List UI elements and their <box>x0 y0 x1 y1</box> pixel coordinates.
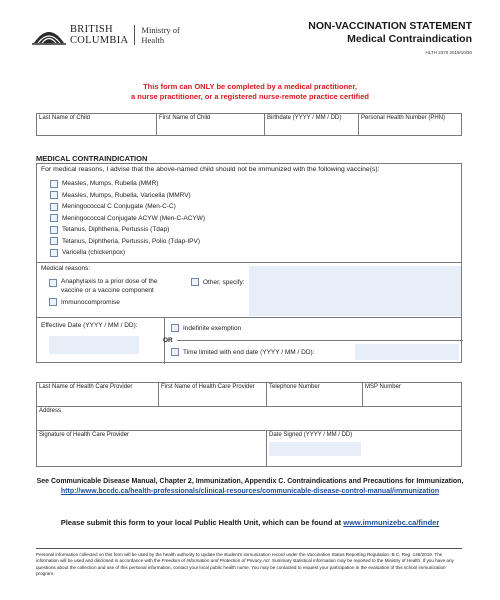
vaccine-checkbox[interactable] <box>50 180 58 188</box>
privacy-text-2: . Summary statistical information may be reported to the Ministry of Health. If you have any questions about the collection and use of this personal information, contact your local public health nurse. You may be contacted to request your participation in the evaluation of this school immunization program. <box>36 558 454 577</box>
notice-line1: This form can ONLY be completed by a medical practitioner, <box>143 82 357 91</box>
title-block <box>308 20 472 55</box>
or-label: OR <box>163 337 173 344</box>
vaccine-checkbox[interactable] <box>50 191 58 199</box>
other-specify-input[interactable] <box>249 266 461 316</box>
form-header <box>32 18 472 70</box>
anaphylaxis-label-line1: Anaphylaxis to a prior dose of the <box>61 278 158 285</box>
reference-link[interactable]: http://www.bccdc.ca/health-professionals/clinical-resources/communicable-disease-control-manual/immunization <box>60 488 440 495</box>
intro-text: For medical reasons, I advise that the above-named child should not be immunized with the following vaccine(s): <box>41 166 380 173</box>
reference-note <box>30 477 470 497</box>
submit-text: Please submit this form to your local Public Health Unit, which can be found at <box>60 518 344 527</box>
vaccine-option[interactable] <box>50 201 205 213</box>
provider-last-name-label: Last Name of Health Care Provider <box>39 384 133 390</box>
anaphylaxis-checkbox[interactable] <box>49 279 57 287</box>
practitioner-notice <box>40 82 460 102</box>
immunizebc-link[interactable]: www.immunizebc.ca/finder <box>343 518 440 527</box>
indefinite-exemption-option[interactable] <box>171 324 241 332</box>
vaccine-label: Meningococcal C Conjugate (Men-C-C) <box>62 203 176 211</box>
contraindication-section <box>36 163 462 363</box>
vaccine-option[interactable] <box>50 236 205 248</box>
effective-date-label: Effective Date (YYYY / MM / DD): <box>41 322 138 329</box>
time-limited-checkbox[interactable] <box>171 348 179 356</box>
ministry-line1: Ministry of <box>141 25 180 35</box>
msp-label: MSP Number <box>365 384 401 390</box>
ministry-line2: Health <box>141 35 165 45</box>
ministry-name <box>134 25 180 45</box>
vaccine-option[interactable] <box>50 213 205 225</box>
effective-date-row <box>37 318 461 364</box>
birthdate-field[interactable] <box>265 114 359 136</box>
vaccine-label: Measles, Mumps, Rubella, Varicella (MMRV) <box>62 191 191 199</box>
effective-date-input[interactable] <box>49 336 139 354</box>
section-title: MEDICAL CONTRAINDICATION <box>36 154 148 163</box>
signature-label: Signature of Health Care Provider <box>39 432 130 438</box>
telephone-field[interactable] <box>267 383 363 407</box>
vaccine-option[interactable] <box>50 178 205 190</box>
vaccine-option[interactable] <box>50 224 205 236</box>
end-date-input[interactable] <box>355 344 459 360</box>
submit-instructions <box>30 518 470 527</box>
bc-wordmark-line1: BRITISH <box>70 24 113 35</box>
notice-line2: a nurse practitioner, or a registered nurse-remote practice certified <box>130 92 369 101</box>
reason-immunocompromise[interactable] <box>49 298 120 306</box>
or-rule <box>177 340 463 341</box>
or-divider <box>163 337 463 344</box>
provider-info-table <box>36 382 462 467</box>
indefinite-label: Indefinite exemption <box>183 324 242 332</box>
reason-other[interactable] <box>191 278 245 286</box>
child-first-name-field[interactable] <box>157 114 265 136</box>
vaccine-checkbox[interactable] <box>50 249 58 257</box>
vaccine-option[interactable] <box>50 247 205 259</box>
form-title: NON-VACCINATION STATEMENT <box>308 20 472 32</box>
time-limited-option[interactable] <box>171 348 314 356</box>
bc-government-logo <box>32 24 180 46</box>
reason-anaphylaxis[interactable] <box>49 278 157 295</box>
vaccine-checkbox[interactable] <box>50 214 58 222</box>
telephone-label: Telephone Number <box>269 384 320 390</box>
effective-date-cell <box>37 318 165 364</box>
privacy-text-1: Personal information collected on this form will be used by the health authority to update the student's immunization record under the Vaccination Status Reporting Regulation, B.C. Reg. 146/2019. The information will be used and disclosed in accordance with the <box>36 552 443 564</box>
vaccine-option[interactable] <box>50 190 205 202</box>
vaccine-label: Meningococcal Conjugate ACYW (Men-C-ACYW) <box>62 214 206 222</box>
provider-first-name-field[interactable] <box>159 383 267 407</box>
footer-rule <box>36 548 462 549</box>
vaccine-label: Tetanus, Diphtheria, Pertussis (Tdap) <box>62 226 170 234</box>
vaccine-label: Tetanus, Diphtheria, Pertussis, Polio (Tdap-IPV) <box>62 237 201 245</box>
privacy-notice <box>36 552 464 578</box>
vaccine-label: Measles, Mumps, Rubella (MMR) <box>62 180 159 188</box>
medical-reasons-row <box>37 262 461 318</box>
anaphylaxis-label-line2: vaccine or a vaccine component <box>61 286 154 294</box>
other-label: Other, specify: <box>203 278 245 286</box>
phn-field[interactable] <box>359 114 462 136</box>
form-subtitle: Medical Contraindication <box>347 33 472 45</box>
address-label: Address <box>39 408 62 414</box>
time-limited-label: Time limited with end date (YYYY / MM / DD): <box>183 348 315 356</box>
vaccine-label: Varicella (chickenpox) <box>62 249 126 257</box>
bc-wordmark-line2: COLUMBIA <box>70 35 129 46</box>
msp-field[interactable] <box>363 383 462 407</box>
reference-text: See Communicable Disease Manual, Chapter 2, Immunization, Appendix C. Contraindications and Precautions for Immunization, <box>36 478 464 485</box>
immunocompromise-label: Immunocompromise <box>61 298 120 306</box>
birthdate-label: Birthdate (YYYY / MM / DD) <box>267 115 342 121</box>
child-last-name-field[interactable] <box>37 114 157 136</box>
bc-sun-icon <box>32 25 66 45</box>
immunocompromise-checkbox[interactable] <box>49 298 57 306</box>
indefinite-checkbox[interactable] <box>171 324 179 332</box>
child-info-table <box>36 113 462 136</box>
vaccine-list <box>50 178 205 259</box>
medical-reasons-label: Medical reasons: <box>41 265 91 272</box>
other-checkbox[interactable] <box>191 278 199 286</box>
anaphylaxis-label <box>61 278 157 295</box>
privacy-act-name: Freedom of Information and Protection of Privacy Act <box>161 558 270 564</box>
vaccine-checkbox[interactable] <box>50 237 58 245</box>
date-signed-field[interactable] <box>267 431 462 467</box>
date-signed-label: Date Signed (YYYY / MM / DD) <box>269 432 353 438</box>
vaccine-checkbox[interactable] <box>50 226 58 234</box>
address-field[interactable] <box>37 407 462 431</box>
phn-label: Personal Health Number (PHN) <box>361 115 446 121</box>
provider-last-name-field[interactable] <box>37 383 159 407</box>
form-code: HLTH 2370 2019/10/30 <box>425 50 472 55</box>
vaccine-checkbox[interactable] <box>50 203 58 211</box>
child-first-name-label: First Name of Child <box>159 115 211 121</box>
child-last-name-label: Last Name of Child <box>39 115 91 121</box>
provider-first-name-label: First Name of Health Care Provider <box>161 384 255 390</box>
signature-field[interactable] <box>37 431 267 467</box>
date-signed-input[interactable] <box>269 442 361 456</box>
bc-wordmark <box>70 24 128 46</box>
